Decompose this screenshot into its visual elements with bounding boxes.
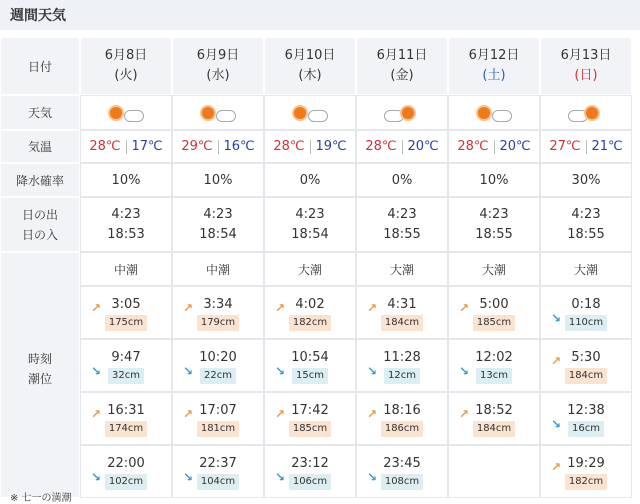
sunset-label: 日の入 [21, 227, 58, 242]
temperature-row-label: 気温 [0, 130, 80, 163]
tide-time: 19:29 [567, 456, 605, 471]
tide-type: 大潮 [356, 252, 448, 286]
cloud-icon [216, 110, 236, 122]
sun-times-cell [448, 197, 540, 252]
tide-up-arrow-icon: ↗ [459, 407, 470, 421]
tide-level-badge: 182cm [565, 474, 607, 490]
tide-entry [356, 339, 448, 392]
tide-entry [264, 286, 356, 339]
tide-time: 17:07 [199, 403, 237, 418]
temperature-cell [172, 130, 264, 163]
tide-type: 中潮 [172, 252, 264, 286]
weekday-text: (金) [390, 68, 414, 83]
tide-time: 10:54 [291, 350, 329, 365]
tide-entry [356, 286, 448, 339]
cloud-icon [308, 110, 328, 122]
sun-times-cell [264, 197, 356, 252]
temp-divider [402, 140, 403, 154]
tide-level-badge: 174cm [105, 421, 147, 437]
tide-level-badge: 15cm [292, 368, 328, 384]
weekday-text: (土) [482, 68, 506, 83]
sunset-time: 18:54 [291, 226, 329, 242]
cloud-icon [384, 110, 404, 122]
tide-level-badge: 184cm [473, 421, 515, 437]
tide-time: 0:18 [571, 297, 601, 312]
tide-down-arrow-icon: ↘ [91, 364, 102, 378]
tide-time: 22:00 [107, 456, 145, 471]
tide-time: 12:02 [475, 350, 513, 365]
tide-time: 23:12 [291, 456, 329, 471]
tide-up-arrow-icon: ↗ [91, 407, 102, 421]
title-bar [0, 0, 640, 30]
sunset-time: 18:53 [107, 226, 145, 242]
temp-low: 19℃ [315, 139, 347, 154]
weather-cell [448, 95, 540, 130]
sun-icon [202, 107, 214, 119]
tide-entry [356, 392, 448, 445]
tide-type: 大潮 [264, 252, 356, 286]
footnote: ※ 七一の満潮 [10, 493, 72, 504]
tide-type: 中潮 [80, 252, 172, 286]
temperature-cell [264, 130, 356, 163]
precipitation-row-label: 降水確率 [0, 163, 80, 197]
sunrise-time: 4:23 [387, 206, 417, 222]
tide-down-arrow-icon: ↘ [459, 364, 470, 378]
temp-high: 28℃ [457, 139, 489, 154]
tide-entry [540, 286, 632, 339]
tide-type: 大潮 [540, 252, 632, 286]
tide-entry [80, 339, 172, 392]
sunrise-time: 4:23 [203, 206, 233, 222]
weather-icon [290, 102, 330, 124]
date-text: 6月13日 [560, 48, 612, 63]
tide-level-badge: 13cm [476, 368, 512, 384]
tide-up-arrow-icon: ↗ [551, 460, 562, 474]
tide-level-badge: 104cm [197, 474, 239, 490]
temp-low: 16℃ [223, 139, 255, 154]
temperature-cell [80, 130, 172, 163]
sun-times-cell [172, 197, 264, 252]
tide-entry [448, 339, 540, 392]
tide-down-arrow-icon: ↘ [91, 470, 102, 484]
tide-entry [80, 445, 172, 498]
weather-cell [540, 95, 632, 130]
tide-level-badge: 179cm [197, 315, 239, 331]
weekday-text: (木) [298, 68, 322, 83]
tide-entry [448, 392, 540, 445]
tide-level-badge: 175cm [105, 315, 147, 331]
temp-high: 27℃ [549, 139, 581, 154]
date-text: 6月11日 [376, 48, 428, 63]
tide-up-arrow-icon: ↗ [275, 301, 286, 315]
cloud-icon [492, 110, 512, 122]
tide-entry [540, 445, 632, 498]
tide-down-arrow-icon: ↘ [551, 311, 562, 325]
date-header [80, 37, 172, 95]
date-text: 6月9日 [196, 48, 240, 63]
tide-time: 23:45 [383, 456, 421, 471]
precipitation-cell: 0% [264, 163, 356, 197]
tide-time: 3:34 [203, 297, 233, 312]
sun-icon [478, 107, 490, 119]
precipitation-cell: 10% [448, 163, 540, 197]
tide-time: 22:37 [199, 456, 237, 471]
temp-divider [126, 140, 127, 154]
sun-times-cell [540, 197, 632, 252]
page-title: 週間天気 [10, 8, 66, 24]
tide-down-arrow-icon: ↘ [183, 470, 194, 484]
temp-high: 28℃ [89, 139, 121, 154]
tide-entry [448, 445, 540, 498]
weather-icon [474, 102, 514, 124]
sunrise-time: 4:23 [111, 206, 141, 222]
tide-time: 4:02 [295, 297, 325, 312]
tide-entry [540, 392, 632, 445]
tide-up-arrow-icon: ↗ [275, 407, 286, 421]
temp-high: 29℃ [181, 139, 213, 154]
date-text: 6月12日 [468, 48, 520, 63]
temp-low: 20℃ [499, 139, 531, 154]
tide-time: 4:31 [387, 297, 417, 312]
tide-level-badge: 12cm [384, 368, 420, 384]
tide-time: 5:00 [479, 297, 509, 312]
tide-time: 3:05 [111, 297, 141, 312]
cloud-icon [124, 110, 144, 122]
weekday-text: (日) [574, 68, 598, 83]
tide-level-badge: 184cm [381, 315, 423, 331]
tide-up-arrow-icon: ↗ [183, 301, 194, 315]
sun-icon [402, 107, 414, 119]
tide-time: 12:38 [567, 403, 605, 418]
tide-level-badge: 16cm [568, 421, 604, 437]
tide-entry [80, 392, 172, 445]
precipitation-cell: 10% [80, 163, 172, 197]
tide-level-badge: 185cm [289, 421, 331, 437]
tide-down-arrow-icon: ↘ [275, 364, 286, 378]
tide-time-label: 時刻 [27, 352, 52, 366]
tide-entry [540, 339, 632, 392]
precipitation-cell: 10% [172, 163, 264, 197]
tide-time: 18:16 [383, 403, 421, 418]
weekday-text: (水) [206, 68, 230, 83]
tide-up-arrow-icon: ↗ [367, 301, 378, 315]
date-header [540, 37, 632, 95]
tide-level-badge: 185cm [473, 315, 515, 331]
sun-icon [294, 107, 306, 119]
tide-time: 16:31 [107, 403, 145, 418]
temp-high: 28℃ [365, 139, 397, 154]
tide-entry [264, 339, 356, 392]
tide-level-badge: 106cm [289, 474, 331, 490]
weather-icon [106, 102, 146, 124]
sunset-time: 18:55 [567, 226, 605, 242]
sun-times-cell [80, 197, 172, 252]
tide-time: 17:42 [291, 403, 329, 418]
weather-icon [566, 102, 606, 124]
temperature-cell [540, 130, 632, 163]
tide-time: 10:20 [199, 350, 237, 365]
tide-level-badge: 32cm [108, 368, 144, 384]
weather-cell [172, 95, 264, 130]
weather-row-label: 天気 [0, 95, 80, 130]
sun-times-cell [356, 197, 448, 252]
tide-entry [264, 392, 356, 445]
sun-row-label [0, 197, 80, 252]
temp-low: 20℃ [407, 139, 439, 154]
date-header [356, 37, 448, 95]
tide-down-arrow-icon: ↘ [367, 470, 378, 484]
sun-icon [110, 107, 122, 119]
temp-divider [494, 140, 495, 154]
temp-low: 21℃ [591, 139, 623, 154]
weather-icon [382, 102, 422, 124]
sunset-time: 18:54 [199, 226, 237, 242]
tide-level-label: 潮位 [27, 372, 52, 386]
tide-type: 大潮 [448, 252, 540, 286]
weather-cell [80, 95, 172, 130]
weather-cell [356, 95, 448, 130]
tide-level-badge: 181cm [197, 421, 239, 437]
tide-entry [172, 339, 264, 392]
tide-entry [172, 286, 264, 339]
sun-icon [586, 107, 598, 119]
tide-entry [172, 445, 264, 498]
tide-up-arrow-icon: ↗ [183, 407, 194, 421]
tide-down-arrow-icon: ↘ [551, 417, 562, 431]
weather-icon [198, 102, 238, 124]
tide-level-badge: 108cm [381, 474, 423, 490]
tide-entry [264, 445, 356, 498]
tide-level-badge: 186cm [381, 421, 423, 437]
tide-up-arrow-icon: ↗ [367, 407, 378, 421]
date-text: 6月10日 [284, 48, 336, 63]
tide-time: 5:30 [571, 350, 601, 365]
tide-level-badge: 182cm [289, 315, 331, 331]
sunset-time: 18:55 [383, 226, 421, 242]
sunrise-time: 4:23 [295, 206, 325, 222]
tide-down-arrow-icon: ↘ [367, 364, 378, 378]
temp-divider [586, 140, 587, 154]
weekday-text: (火) [114, 68, 138, 83]
precipitation-cell: 30% [540, 163, 632, 197]
tide-row-label [0, 252, 80, 498]
tide-time: 11:28 [383, 350, 421, 365]
temperature-cell [448, 130, 540, 163]
tide-up-arrow-icon: ↗ [91, 301, 102, 315]
cloud-icon [568, 110, 588, 122]
tide-entry [448, 286, 540, 339]
tide-level-badge: 110cm [565, 315, 607, 331]
date-row-label: 日付 [0, 37, 80, 95]
sunrise-time: 4:23 [479, 206, 509, 222]
tide-entry [356, 445, 448, 498]
sunrise-time: 4:23 [571, 206, 601, 222]
tide-entry [80, 286, 172, 339]
sunset-time: 18:55 [475, 226, 513, 242]
temp-divider [218, 140, 219, 154]
tide-down-arrow-icon: ↘ [183, 364, 194, 378]
date-text: 6月8日 [104, 48, 148, 63]
tide-entry [172, 392, 264, 445]
temperature-cell [356, 130, 448, 163]
tide-up-arrow-icon: ↗ [551, 354, 562, 368]
weather-cell [264, 95, 356, 130]
date-header [264, 37, 356, 95]
date-header [448, 37, 540, 95]
tide-time: 9:47 [111, 350, 141, 365]
tide-time: 18:52 [475, 403, 513, 418]
tide-level-badge: 22cm [200, 368, 236, 384]
temp-low: 17℃ [131, 139, 163, 154]
tide-level-badge: 184cm [565, 368, 607, 384]
temp-high: 28℃ [273, 139, 305, 154]
tide-up-arrow-icon: ↗ [459, 301, 470, 315]
sunrise-label: 日の出 [21, 207, 58, 222]
tide-down-arrow-icon: ↘ [275, 470, 286, 484]
tide-level-badge: 102cm [105, 474, 147, 490]
temp-divider [310, 140, 311, 154]
precipitation-cell: 0% [356, 163, 448, 197]
date-header [172, 37, 264, 95]
